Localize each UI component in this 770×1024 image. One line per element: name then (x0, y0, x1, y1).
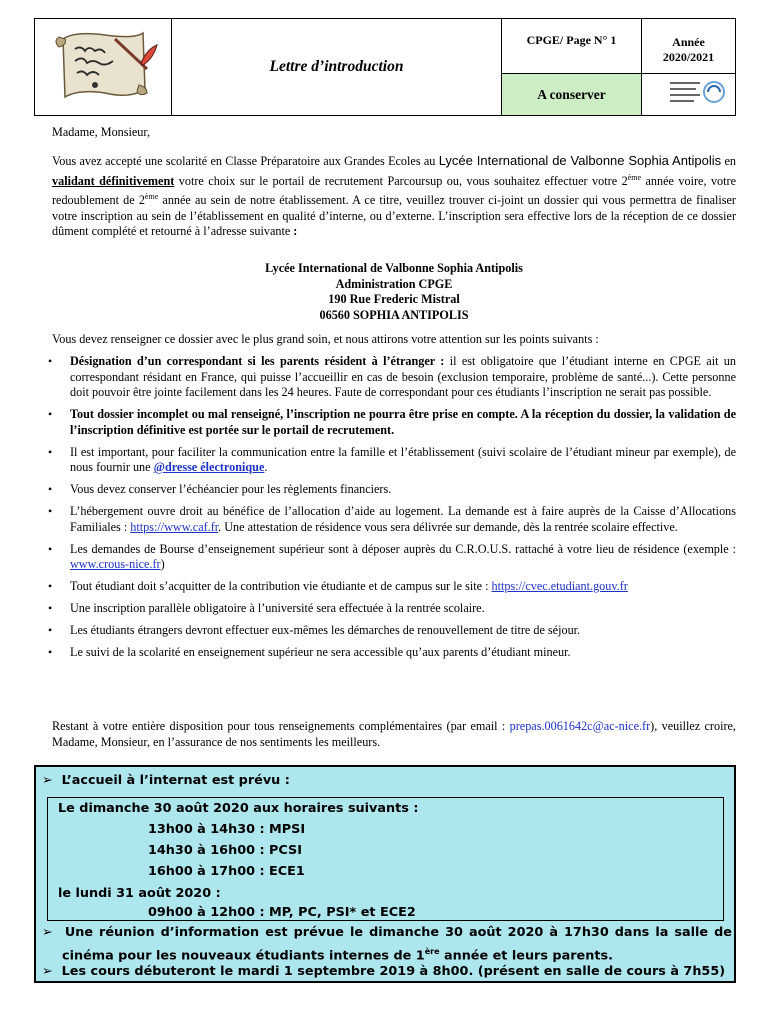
list-item: • Il est important, pour faciliter la communication entre la famille et l’établissement (suivi scolaire de l’étudiant mineur par exemple), de nous fournir une @dresse électronique. (48, 444, 736, 474)
monday-line: le lundi 31 août 2020 : (58, 886, 221, 901)
point-text: . Une attestation de résidence vous sera délivrée sur demande, dès la rentrée scolaire effective. (218, 519, 678, 534)
list-item: • Les demandes de Bourse d’enseignement supérieur sont à déposer auprès du C.R.O.U.S. rattaché à votre lieu de résidence (exemple : www.crous-nice.fr) (48, 541, 736, 571)
sunday-line: Le dimanche 30 août 2020 aux horaires suivants : (58, 801, 419, 816)
intro-text-5: année au sein de notre établissement. A ce titre, veuillez trouver ci-joint un dossier qui vous permettra de finaliser votre inscription au sein de l’établissement en qualité d’interne, ou d’externe. L’inscription sera effective lors de la réception de ce dossier dûment complété et retourné à l’adresse suivante (52, 193, 736, 239)
cvec-link[interactable]: https://cvec.etudiant.gouv.fr (491, 579, 628, 593)
superscript-1: ème (627, 172, 642, 182)
crous-link[interactable]: www.crous-nice.fr (70, 557, 161, 571)
list-item: • Vous devez conserver l’échéancier pour les règlements financiers. (48, 482, 392, 496)
school-emblem-logo (642, 74, 735, 115)
list-item: • Désignation d’un correspondant si les parents résident à l’étranger : il est obligatoire que l’étudiant interne en CPGE ait un correspondant résidant en France, qui puisse l’accueillir en cas de besoin (exclusion temporaire, problème de santé...). Cette personne doit pouvoir être jointe facilement dans les 24 heures. Faute de correspondant pour ces étudiants l’inscription ne serait pas possible. (48, 354, 736, 399)
arrow-bullet-icon: ➢ (42, 964, 53, 979)
intro-text-4: année voire, votre redoublement de 2 (52, 173, 737, 208)
address-line: 190 Rue Frederic Mistral (328, 292, 460, 306)
list-item: • Les étudiants étrangers devront effectuer eux-mêmes les démarches de renouvellement de titre de séjour. (48, 623, 581, 637)
caf-link[interactable]: https://www.caf.fr (130, 519, 219, 534)
schedule-slot: 16h00 à 17h00 : ECE1 (148, 864, 305, 879)
list-item: • Tout dossier incomplet ou mal renseigné, l’inscription ne pourra être prise en compte. A la réception du dossier, la validation de l’inscription définitive est portée sur le portail de recrutement. (48, 407, 736, 437)
point-heading: Désignation d’un correspondant si les parents résident à l’étranger : (70, 354, 445, 368)
boarding-info-box (34, 765, 736, 983)
point-text: Les étudiants étrangers devront effectuer eux-mêmes les démarches de renouvellement de titre de séjour. (70, 623, 581, 637)
validant-emphasis: validant définitivement (52, 173, 175, 188)
keep-label: A conserver (502, 74, 642, 115)
meeting-line-1 (42, 923, 732, 943)
meeting-text: cinéma pour les nouveaux étudiants internes de 1 (62, 948, 425, 964)
meeting-text: année et leurs parents. (439, 948, 613, 964)
year-label: Année (672, 35, 705, 49)
schedule-slot: 13h00 à 14h30 : MPSI (148, 822, 306, 837)
list-item: • Le suivi de la scolarité en enseignement supérieur ne sera accessible qu’aux parents d’étudiant mineur. (48, 645, 571, 659)
schedule-slot: 14h30 à 16h00 : PCSI (148, 843, 303, 858)
point-text: il est obligatoire que l’étudiant interne en CPGE ait un correspondant résidant en France, qui puisse l’accueillir en cas de besoin (exclusion temporaire, problème de santé...). Cette personne doit pouvoir être jointe facilement dans les 24 heures. Faute de correspondant pour ces étudiants l’inscription ne serait pas possible. (70, 354, 736, 399)
closing-text: ), veuillez croire, Madame, Monsieur, en l’assurance de nos sentiments les meilleurs. (52, 719, 736, 749)
point-heading: Tout dossier incomplet ou mal renseigné, l’inscription ne pourra être prise en compte. A la réception du dossier, la validation de l’inscription définitive est portée sur le portail de recrutement. (70, 407, 736, 437)
meeting-text: Une réunion d’information est prévue le dimanche 30 août 2020 à 17h30 dans la salle de (64, 925, 732, 940)
superscript-ere: ère (424, 947, 440, 956)
email-link[interactable]: @dresse électronique (153, 460, 265, 474)
point-text: . (264, 460, 268, 474)
point-text: Les demandes de Bourse d’enseignement supérieur sont à déposer auprès du C.R.O.U.S. rattaché à votre lieu de résidence (exemple : (70, 541, 736, 556)
point-text: L’hébergement ouvre droit au bénéfice de l’allocation d’aide au logement. La demande est à faire auprès de la Caisse d’Allocations Familiales : (70, 504, 736, 534)
attention-line: Vous devez renseigner ce dossier avec le plus grand soin, et nous attirons votre attention sur les points suivants : (52, 332, 599, 346)
page-number: CPGE/ Page N° 1 (502, 19, 642, 74)
school-year (642, 19, 735, 74)
intro-text-1: Vous avez accepté une scolarité en Classe Préparatoire aux Grandes Ecoles au (52, 154, 436, 168)
list-item: • Tout étudiant doit s’acquitter de la contribution vie étudiante et de campus sur le site : https://cvec.etudiant.gouv.fr (48, 579, 628, 593)
arrow-bullet-icon: ➢ (42, 925, 53, 940)
point-text: Une inscription parallèle obligatoire à l’université sera effectuée à la rentrée scolaire. (70, 601, 485, 615)
point-text: Tout étudiant doit s’acquitter de la contribution vie étudiante et de campus sur le site : (70, 579, 492, 593)
list-item: • Une inscription parallèle obligatoire à l’université sera effectuée à la rentrée scolaire. (48, 601, 485, 615)
points-list (48, 354, 736, 667)
greeting: Madame, Monsieur, (52, 125, 151, 139)
closing-paragraph (52, 719, 736, 750)
internat-heading (42, 771, 290, 791)
document-header (34, 18, 736, 116)
schedule-slot: 09h00 à 12h00 : MP, PC, PSI* et ECE2 (148, 905, 416, 920)
school-name: Lycée International de Valbonne Sophia Antipolis (438, 153, 722, 168)
superscript-2: ème (144, 192, 159, 202)
list-item: • L’hébergement ouvre droit au bénéfice de l’allocation d’aide au logement. La demande est à faire auprès de la Caisse d’Allocations Familiales : https://www.caf.fr. Une attestation de résidence vous sera délivrée sur demande, dès la rentrée scolaire effective. (48, 504, 736, 534)
intro-paragraph (52, 153, 736, 240)
postal-address (52, 261, 736, 323)
intro-text-3: votre choix sur le portail de recrutement Parcoursup ou, vous souhaitez effectuer votre 2 (178, 173, 628, 188)
intro-colon: : (290, 224, 298, 239)
address-line: Lycée International de Valbonne Sophia Antipolis (265, 261, 523, 275)
point-text: Le suivi de la scolarité en enseignement supérieur ne sera accessible qu’aux parents d’étudiant mineur. (70, 645, 571, 659)
scroll-quill-logo (35, 19, 172, 115)
closing-text: Restant à votre entière disposition pour tous renseignements complémentaires (par email : (52, 719, 510, 733)
document-title: Lettre d’introduction (172, 19, 502, 115)
address-line: 06560 SOPHIA ANTIPOLIS (319, 307, 469, 322)
intro-text-2: en (724, 154, 736, 168)
year-value: 2020/2021 (662, 50, 715, 64)
courses-line (42, 962, 725, 982)
arrow-bullet-icon: ➢ (42, 773, 53, 788)
point-text: Il est important, pour faciliter la communication entre la famille et l’établissement (suivi scolaire de l’étudiant mineur par exemple), de nous fournir une (70, 444, 736, 474)
point-text: Vous devez conserver l’échéancier pour les règlements financiers. (70, 482, 392, 496)
address-line: Administration CPGE (335, 276, 453, 291)
courses-text: Les cours débuteront le mardi 1 septembre 2019 à 8h00. (présent en salle de cours à 7h55) (61, 964, 726, 979)
point-text: ) (160, 557, 165, 571)
heading-text: L’accueil à l’internat est prévu : (61, 773, 290, 788)
contact-email[interactable]: prepas.0061642c@ac-nice.fr (509, 719, 651, 733)
